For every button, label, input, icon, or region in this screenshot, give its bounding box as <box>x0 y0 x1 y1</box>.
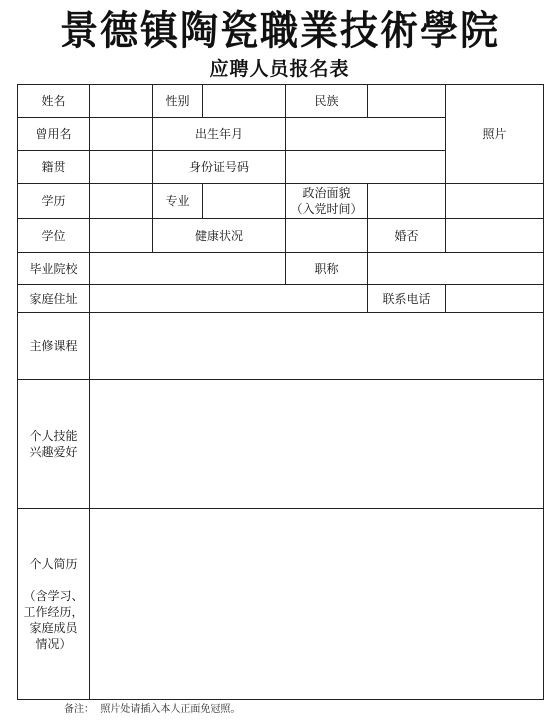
degree-label: 学位 <box>18 219 90 253</box>
home-address-field[interactable] <box>90 285 368 313</box>
resume-label-line1: 个人简历 <box>29 557 78 571</box>
name-field[interactable] <box>90 85 153 118</box>
political-status-field[interactable] <box>368 184 446 219</box>
main-courses-label: 主修课程 <box>18 313 90 380</box>
former-name-field[interactable] <box>90 118 153 151</box>
title-label: 职称 <box>286 253 368 285</box>
major-label: 专业 <box>153 184 203 219</box>
political-status-label-line2: （入党时间） <box>290 202 363 216</box>
resume-label-line5: 情况） <box>35 637 72 651</box>
gender-label: 性别 <box>153 85 203 118</box>
main-courses-field[interactable] <box>90 313 544 380</box>
phone-label: 联系电话 <box>368 285 446 313</box>
marital-field[interactable] <box>446 219 544 253</box>
skills-label-line2: 兴趣爱好 <box>29 445 78 459</box>
title-field[interactable] <box>368 253 544 285</box>
home-address-label: 家庭住址 <box>18 285 90 313</box>
skills-label <box>18 380 90 509</box>
native-place-label: 籍贯 <box>18 151 90 184</box>
phone-field[interactable] <box>446 285 544 313</box>
resume-label-spacer <box>18 572 89 588</box>
education-label: 学历 <box>18 184 90 219</box>
gender-field[interactable] <box>203 85 286 118</box>
resume-label-line4: 家庭成员 <box>29 621 78 635</box>
resume-field[interactable] <box>90 509 544 700</box>
birth-date-field[interactable] <box>286 118 446 151</box>
health-label: 健康状况 <box>153 219 286 253</box>
graduated-school-field[interactable] <box>90 253 286 285</box>
blank-cell <box>446 184 544 219</box>
graduated-school-label: 毕业院校 <box>18 253 90 285</box>
resume-label <box>18 509 90 700</box>
ethnicity-label: 民族 <box>286 85 368 118</box>
school-name-calligraphy-logo <box>55 4 505 54</box>
footer-note: 备注： 照片处请插入本人正面免冠照。 <box>64 704 241 715</box>
ethnicity-field[interactable] <box>368 85 446 118</box>
former-name-label: 曾用名 <box>18 118 90 151</box>
political-status-label-line1: 政治面貌 <box>302 186 351 200</box>
skills-label-line1: 个人技能 <box>29 429 78 443</box>
form-title: 应聘人员报名表 <box>209 58 350 80</box>
application-form-table <box>17 84 544 700</box>
photo-box[interactable]: 照片 <box>446 85 544 184</box>
school-name-text: 景德镇陶瓷職業技術學院 <box>60 7 500 54</box>
resume-label-line3: 工作经历， <box>23 605 84 619</box>
major-field[interactable] <box>203 184 286 219</box>
education-field[interactable] <box>90 184 153 219</box>
skills-field[interactable] <box>90 380 544 509</box>
political-status-label <box>286 184 368 219</box>
birth-date-label: 出生年月 <box>153 118 286 151</box>
id-number-field[interactable] <box>286 151 446 184</box>
marital-label: 婚否 <box>368 219 446 253</box>
health-field[interactable] <box>286 219 368 253</box>
native-place-field[interactable] <box>90 151 153 184</box>
degree-field[interactable] <box>90 219 153 253</box>
name-label: 姓名 <box>18 85 90 118</box>
id-number-label: 身份证号码 <box>153 151 286 184</box>
resume-label-line2: （含学习、 <box>23 589 84 603</box>
